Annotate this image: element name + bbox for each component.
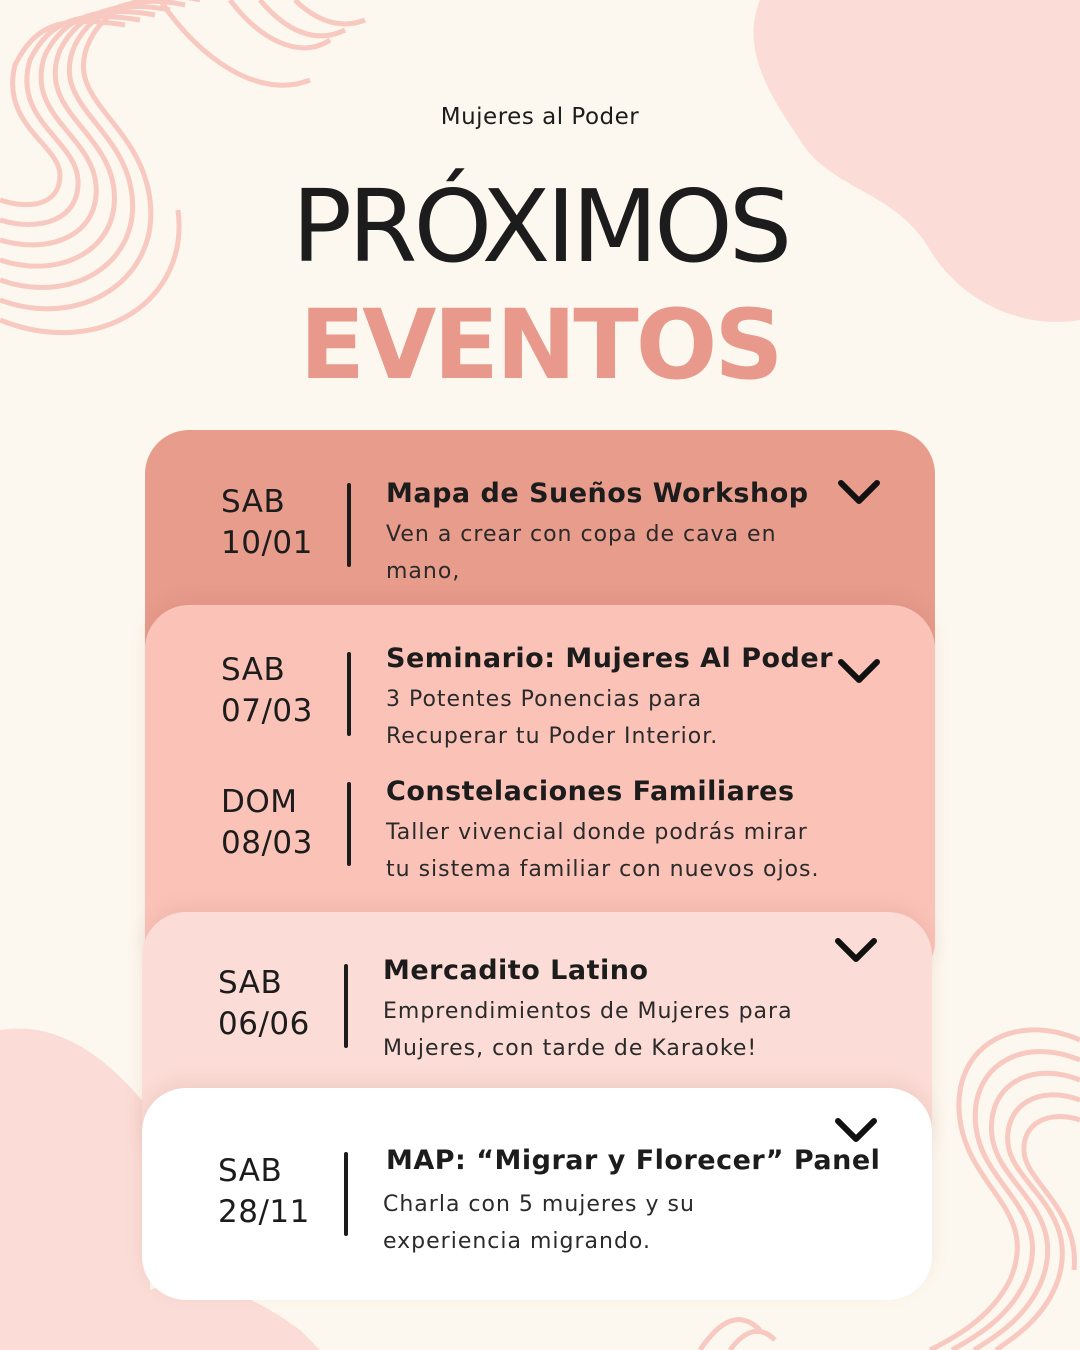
blob-bottom-left <box>0 1028 150 1350</box>
event-day-month: 06/06 <box>218 1006 310 1042</box>
event-description-line: Ven a crear con copa de cava en <box>386 522 777 547</box>
event-divider <box>347 782 351 866</box>
event-description-line: 3 Potentes Ponencias para <box>386 687 703 712</box>
event-day: SAB <box>218 965 283 1001</box>
event-date <box>221 650 313 732</box>
event-day-month: 08/03 <box>221 825 313 861</box>
event-divider <box>347 652 351 736</box>
event-description <box>383 993 793 1067</box>
event-title: Constelaciones Familiares <box>386 776 795 807</box>
event-title: Seminario: Mujeres Al Poder <box>386 643 834 674</box>
event-title: Mapa de Sueños Workshop <box>386 478 809 509</box>
event-day: DOM <box>221 784 298 820</box>
event-day: SAB <box>221 652 286 688</box>
event-description-line: tu sistema familiar con nuevos ojos. <box>386 857 820 882</box>
event-day-month: 28/11 <box>218 1194 310 1230</box>
chevron-down-icon[interactable] <box>834 935 878 965</box>
event-description <box>386 681 718 755</box>
page-title-line1: PRÓXIMOS <box>291 168 789 285</box>
event-date <box>218 1151 310 1233</box>
chevron-down-icon[interactable] <box>837 477 881 507</box>
event-divider <box>347 483 351 567</box>
event-title: Mercadito Latino <box>383 955 649 986</box>
event-divider <box>344 1152 348 1236</box>
event-description-line: Mujeres, con tarde de Karaoke! <box>383 1036 758 1061</box>
event-day: SAB <box>221 484 286 520</box>
event-description <box>383 1186 695 1260</box>
event-date <box>221 782 313 864</box>
chevron-down-icon[interactable] <box>837 656 881 686</box>
event-description-line: Recuperar tu Poder Interior. <box>386 724 719 749</box>
chevron-down-icon[interactable] <box>834 1115 878 1145</box>
event-title: MAP: “Migrar y Florecer” Panel <box>386 1145 881 1176</box>
event-day: SAB <box>218 1153 283 1189</box>
event-description-line: Emprendimientos de Mujeres para <box>383 999 793 1024</box>
event-divider <box>344 964 348 1048</box>
page-title-line2: EVENTOS <box>299 289 781 401</box>
event-date <box>218 963 310 1045</box>
event-day-month: 10/01 <box>221 525 313 561</box>
event-date <box>221 482 313 564</box>
event-description-line: Taller vivencial donde podrás mirar <box>386 820 808 845</box>
event-description <box>386 814 820 888</box>
event-description-line: experiencia migrando. <box>383 1229 651 1254</box>
event-description <box>386 516 777 590</box>
event-description-line: Charla con 5 mujeres y su <box>383 1192 695 1217</box>
event-day-month: 07/03 <box>221 693 313 729</box>
brand-name: Mujeres al Poder <box>440 104 640 130</box>
event-description-line: mano, <box>386 559 461 584</box>
